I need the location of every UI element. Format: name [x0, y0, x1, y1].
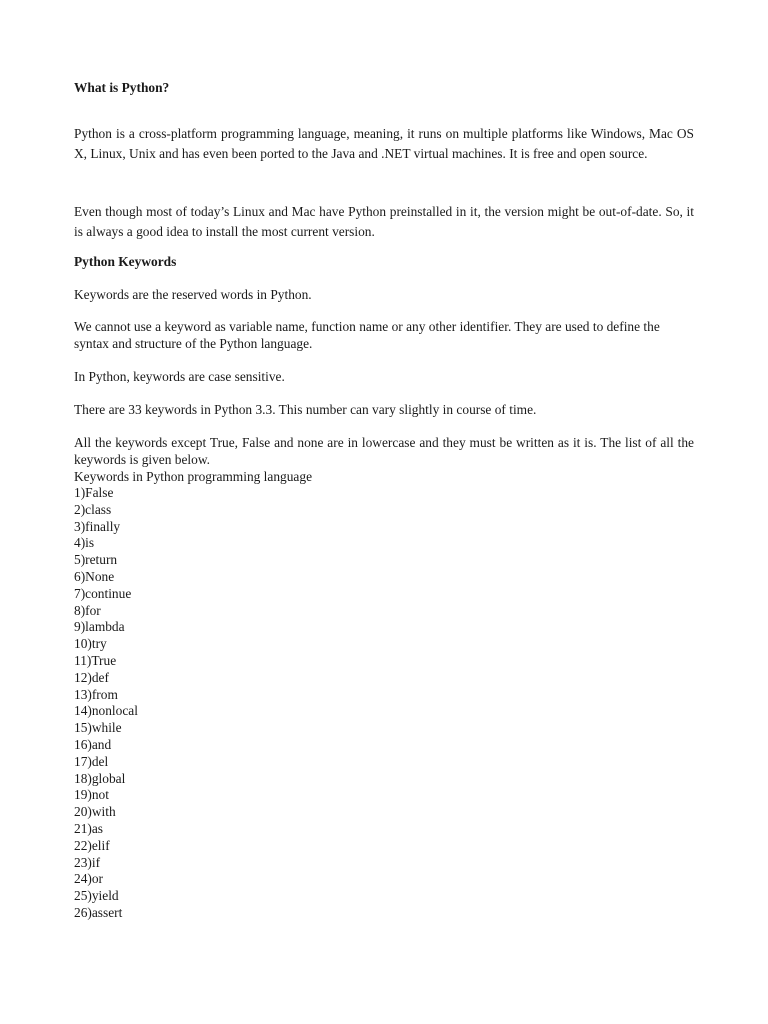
keywords-paragraph-2: We cannot use a keyword as variable name, function name or any other identifier. They are used to define the syntax and structure of the Python language.: [74, 319, 660, 351]
list-item: 14)nonlocal: [74, 703, 138, 719]
keywords-paragraph-5: All the keywords except True, False and none are in lowercase and they must be written as it is. The list of all the keywords is given below.: [74, 435, 694, 467]
list-item: 21)as: [74, 820, 104, 836]
preinstalled-paragraph: Even though most of today’s Linux and Mac have Python preinstalled in it, the version might be out-of-date. So, it is always a good idea to install the most current version.: [74, 204, 694, 239]
intro-paragraph: Python is a cross-platform programming language, meaning, it runs on multiple platforms like Windows, Mac OS X, Linux, Unix and has even been ported to the Java and .NET virtual machines. It is free and open source.: [74, 126, 694, 161]
list-item: 18)global: [74, 770, 126, 786]
list-item: 23)if: [74, 854, 101, 870]
list-item: 4)is: [74, 535, 95, 551]
list-item: 7)continue: [74, 585, 132, 601]
list-item: 6)None: [74, 568, 115, 584]
list-item: 2)class: [74, 501, 112, 517]
list-item: 3)finally: [74, 518, 121, 534]
list-item: 10)try: [74, 636, 107, 652]
page-title: What is Python?: [74, 80, 170, 95]
list-item: 12)def: [74, 669, 109, 685]
list-item: 22)elif: [74, 837, 110, 853]
keywords-paragraph-4: There are 33 keywords in Python 3.3. This number can vary slightly in course of time.: [74, 402, 537, 417]
list-item: 20)with: [74, 804, 116, 820]
list-item: 26)assert: [74, 904, 123, 920]
list-item: 1)False: [74, 485, 114, 500]
list-item: 13)from: [74, 686, 118, 702]
keyword-list: [74, 485, 694, 922]
keywords-paragraph-1: Keywords are the reserved words in Python.: [74, 287, 312, 302]
list-item: 19)not: [74, 787, 109, 803]
list-item: 9)lambda: [74, 619, 125, 635]
keywords-heading: Python Keywords: [74, 254, 177, 269]
keywords-paragraph-3: In Python, keywords are case sensitive.: [74, 369, 285, 384]
list-item: 5)return: [74, 552, 118, 568]
list-item: 8)for: [74, 602, 101, 618]
list-item: 11)True: [74, 652, 117, 668]
document-page: [74, 78, 694, 922]
list-item: 25)yield: [74, 888, 119, 904]
list-item: 24)or: [74, 871, 104, 887]
list-item: 15)while: [74, 720, 122, 736]
list-item: 16)and: [74, 736, 112, 752]
keyword-list-title: Keywords in Python programming language: [74, 469, 313, 484]
list-item: 17)del: [74, 753, 109, 769]
